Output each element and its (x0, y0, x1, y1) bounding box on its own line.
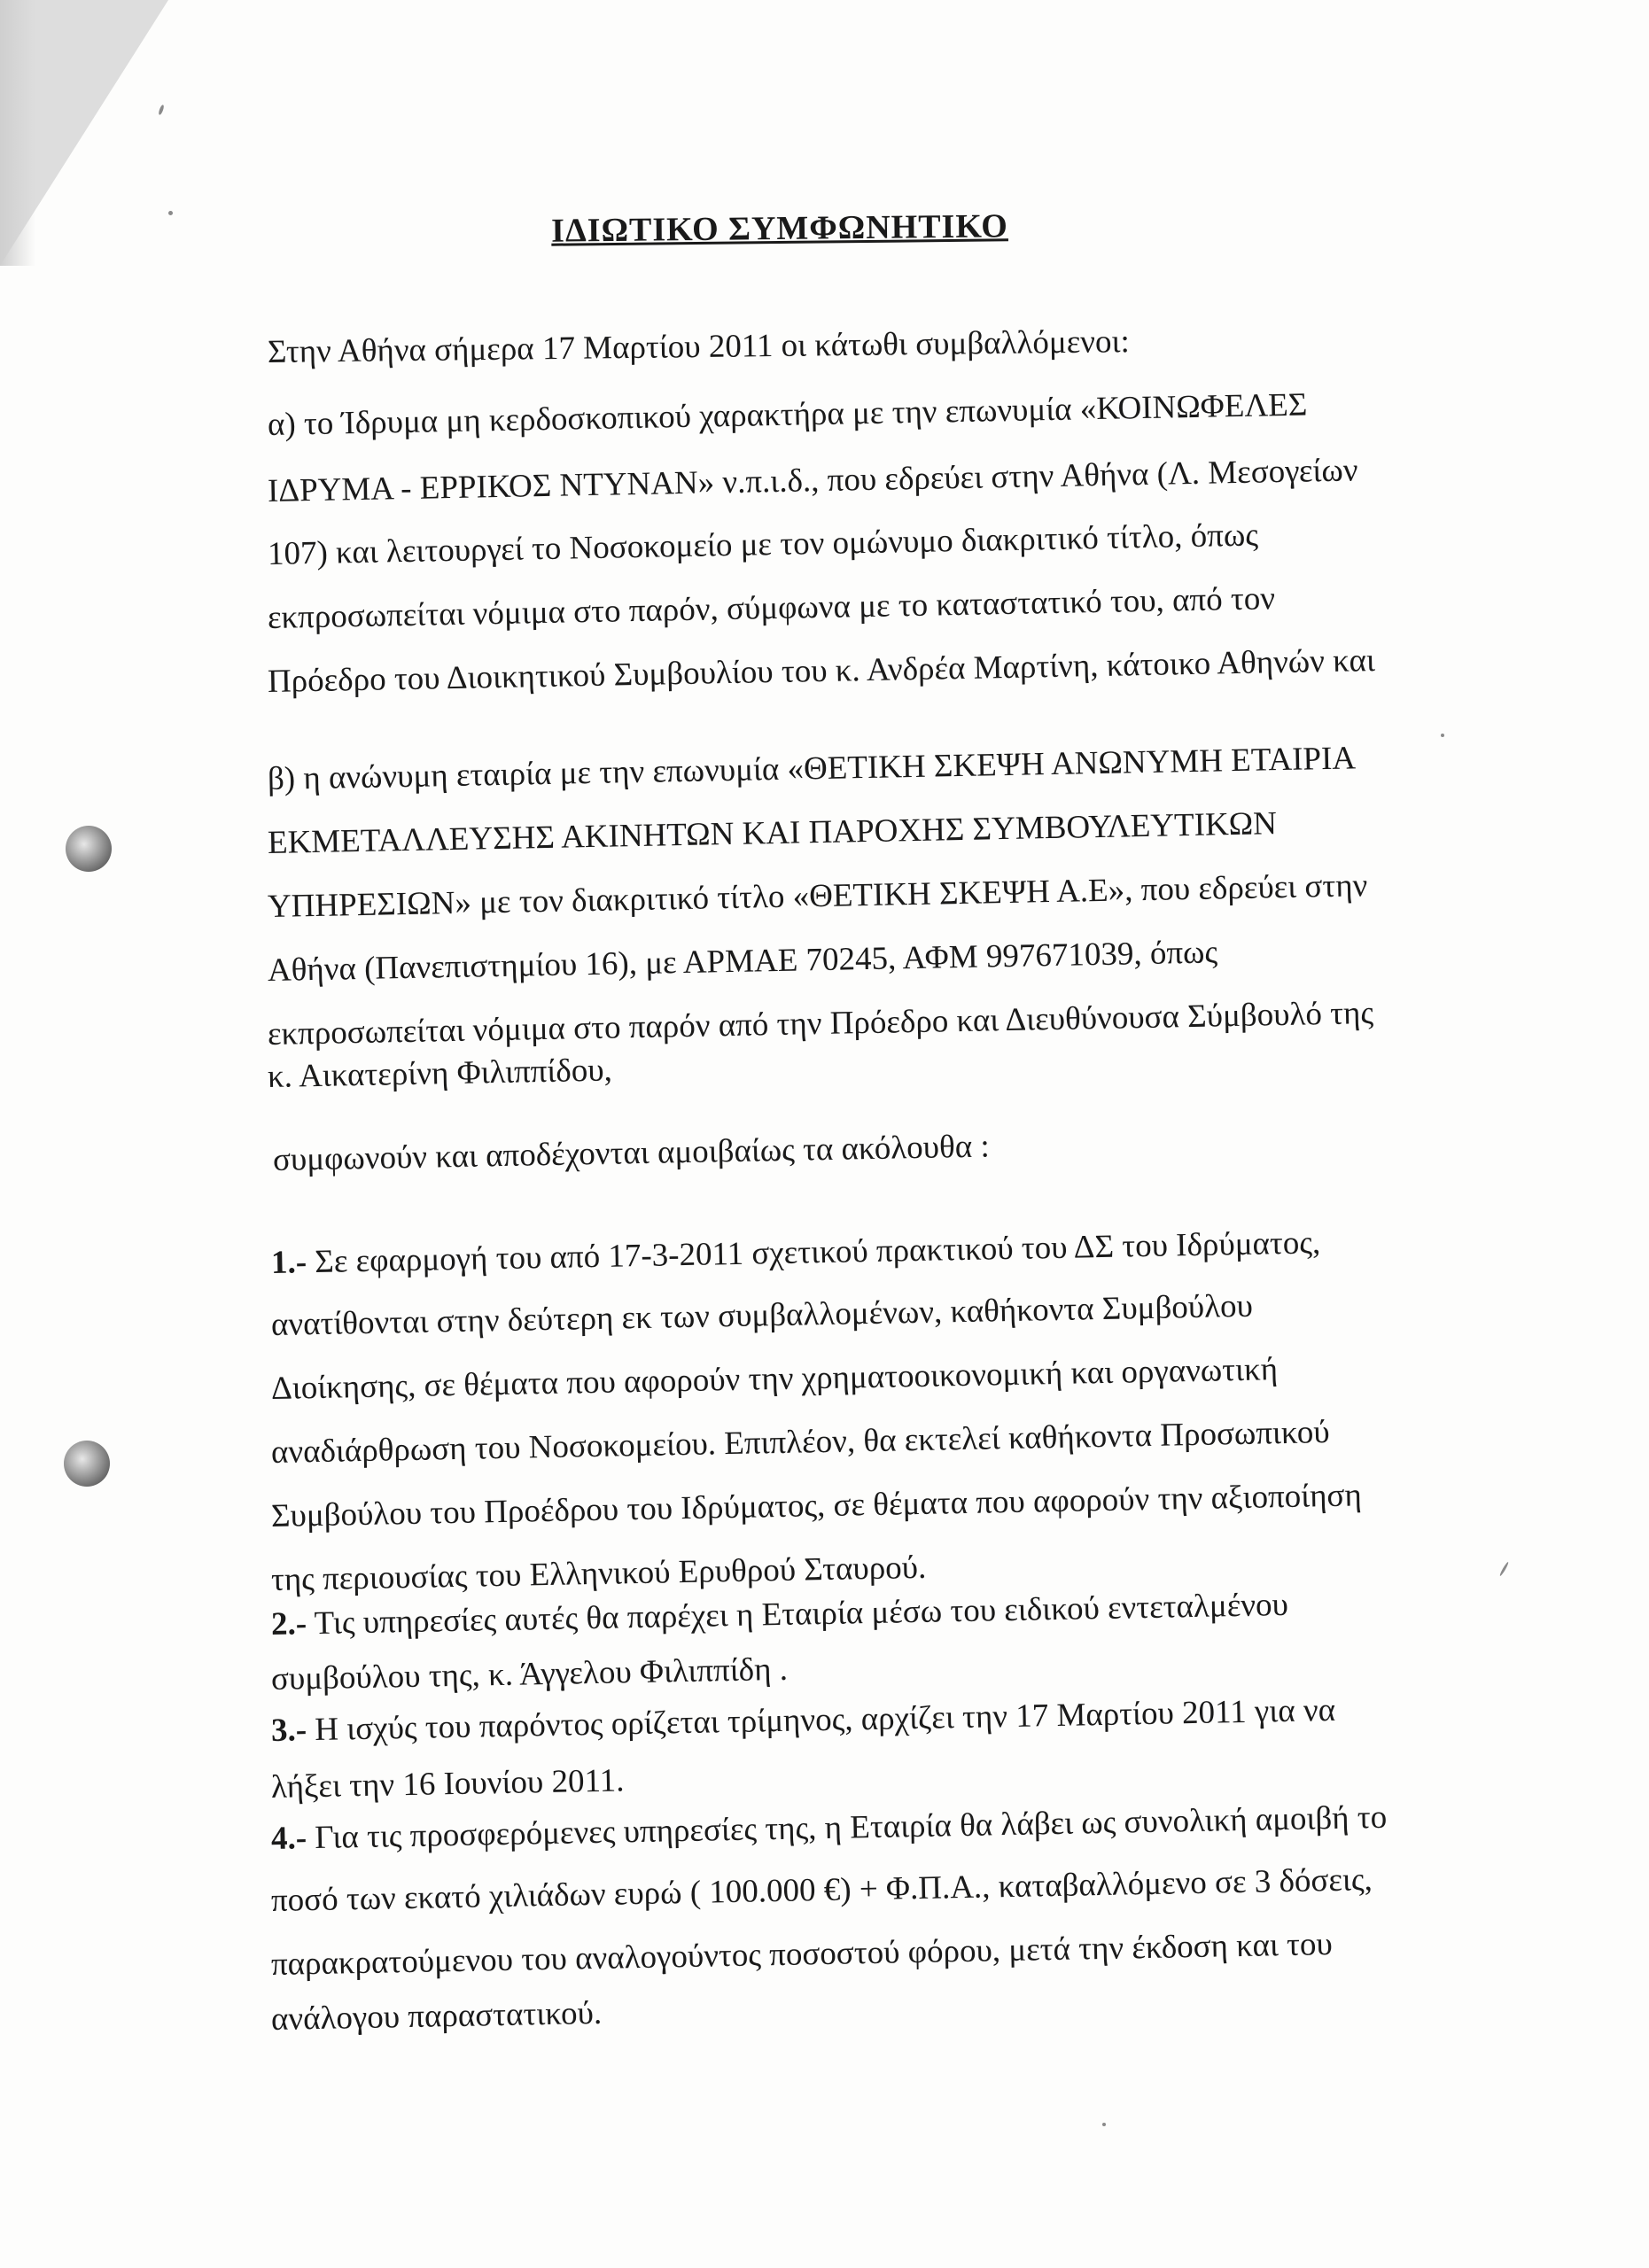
clause-number: 2.- (270, 1605, 307, 1643)
party-a-line: 107) και λειτουργεί το Νοσοκομείο με τον ομώνυμο διακριτικό τίτλο, όπως (267, 517, 1259, 572)
clause-number: 4.- (270, 1820, 307, 1857)
party-b-line: β) η ανώνυμη εταιρία με την επωνυμία «ΘΕΤΙΚΗ ΣΚΕΨΗ ΑΝΩΝΥΜΗ ΕΤΑΙΡΙΑ (267, 740, 1357, 797)
party-b-line: κ. Αικατερίνη Φιλιππίδου, (267, 1052, 613, 1095)
clause-1-line: Διοίκησης, σε θέματα που αφορούν την χρηματοοικονομική και οργανωτική (270, 1351, 1279, 1407)
clause-4-first-line (271, 1798, 1388, 1858)
clause-1-first-line (271, 1223, 1321, 1282)
party-b-line: Αθήνα (Πανεπιστημίου 16), με ΑΡΜΑΕ 70245, ΑΦΜ 997671039, όπως (267, 934, 1218, 989)
clause-4-line: ανάλογου παραστατικού. (270, 1994, 603, 2038)
party-a-text: α) το Ίδρυμα μη κερδοσκοπικού χαρακτήρα με την επωνυμία «ΚΟΙΝΩΦΕΛΕΣ (267, 386, 1308, 443)
clause-1-line: Συμβούλου του Προέδρου του Ιδρύματος, σε θέματα που αφορούν την αξιοποίηση (270, 1477, 1363, 1534)
scan-speck (1102, 2123, 1106, 2126)
clause-3-first-line (271, 1691, 1336, 1750)
scan-speck (168, 211, 173, 215)
clause-text: Η ισχύς του παρόντος ορίζεται τρίμηνος, αρχίζει την 17 Μαρτίου 2011 για να (314, 1691, 1336, 1749)
scan-edge-shadow (0, 0, 35, 266)
clause-1-line: αναδιάρθρωση του Νοσοκομείου. Επιπλέον, θα εκτελεί καθήκοντα Προσωπικού (270, 1414, 1330, 1471)
clause-3-line: λήξει την 16 Ιουνίου 2011. (270, 1762, 625, 1806)
punch-hole-icon (66, 826, 112, 872)
party-a-line (268, 384, 1364, 444)
clause-4-line: ποσό των εκατό χιλιάδων ευρώ ( 100.000 €) + Φ.Π.Α., καταβαλλόμενο σε 3 δόσεις, (270, 1861, 1373, 1919)
party-b-line: εκπροσωπείται νόμιμα στο παρόν από την Πρόεδρο και Διευθύνουσα Σύμβουλό της (267, 995, 1374, 1052)
clause-1-line: της περιουσίας του Ελληνικού Ερυθρού Σταυρού. (270, 1549, 927, 1598)
agreement-line: συμφωνούν και αποδέχονται αμοιβαίως τα ακόλουθα : (272, 1128, 991, 1178)
party-a-line: εκπροσωπείται νόμιμα στο παρόν, σύμφωνα με το καταστατικό του, από τον (267, 580, 1276, 636)
document-title: ΙΔΙΩΤΙΚΟ ΣΥΜΦΩΝΗΤΙΚΟ (550, 207, 1009, 250)
clause-1-line: ανατίθονται στην δεύτερη εκ των συμβαλλομένων, καθήκοντα Συμβούλου (270, 1287, 1254, 1343)
clause-number: 3.- (270, 1712, 307, 1749)
clause-4-line: παρακρατούμενου του αναλογούντος ποσοστού φόρου, μετά την έκδοση και του (270, 1926, 1334, 1983)
clause-text: Για τις προσφερόμενες υπηρεσίες της, η Εταιρία θα λάβει ως συνολική αμοιβή το (314, 1798, 1388, 1857)
party-a-line: ΙΔΡΥΜΑ - ΕΡΡΙΚΟΣ ΝΤΥΝΑΝ» ν.π.ι.δ., που εδρεύει στην Αθήνα (Λ. Μεσογείων (267, 452, 1358, 509)
party-b-line: ΥΠΗΡΕΣΙΩΝ» με τον διακριτικό τίτλο «ΘΕΤΙΚΗ ΣΚΕΨΗ Α.Ε», που εδρεύει στην (267, 867, 1368, 925)
party-a-line: Πρόεδρο του Διοικητικού Συμβουλίου του κ. Ανδρέα Μαρτίνη, κάτοικο Αθηνών και (267, 642, 1376, 700)
clause-text: Τις υπηρεσίες αυτές θα παρέχει η Εταιρία μέσω του ειδικού εντεταλμένου (314, 1586, 1289, 1643)
scan-speck (1441, 734, 1444, 737)
clause-2-line: συμβούλου της, κ. Άγγελου Φιλιππίδη . (270, 1651, 789, 1697)
intro-line: Στην Αθήνα σήμερα 17 Μαρτίου 2011 οι κάτωθι συμβαλλόμενοι: (267, 323, 1130, 370)
clause-text: Σε εφαρμογή του από 17-3-2011 σχετικού πρακτικού του ΔΣ του Ιδρύματος, (314, 1224, 1321, 1281)
clause-number: 1.- (270, 1244, 307, 1281)
scan-speck (1499, 1561, 1510, 1576)
party-b-line: ΕΚΜΕΤΑΛΛΕΥΣΗΣ ΑΚΙΝΗΤΩΝ ΚΑΙ ΠΑΡΟΧΗΣ ΣΥΜΒΟΥΛΕΥΤΙΚΩΝ (267, 805, 1278, 861)
punch-hole-icon (64, 1441, 110, 1487)
